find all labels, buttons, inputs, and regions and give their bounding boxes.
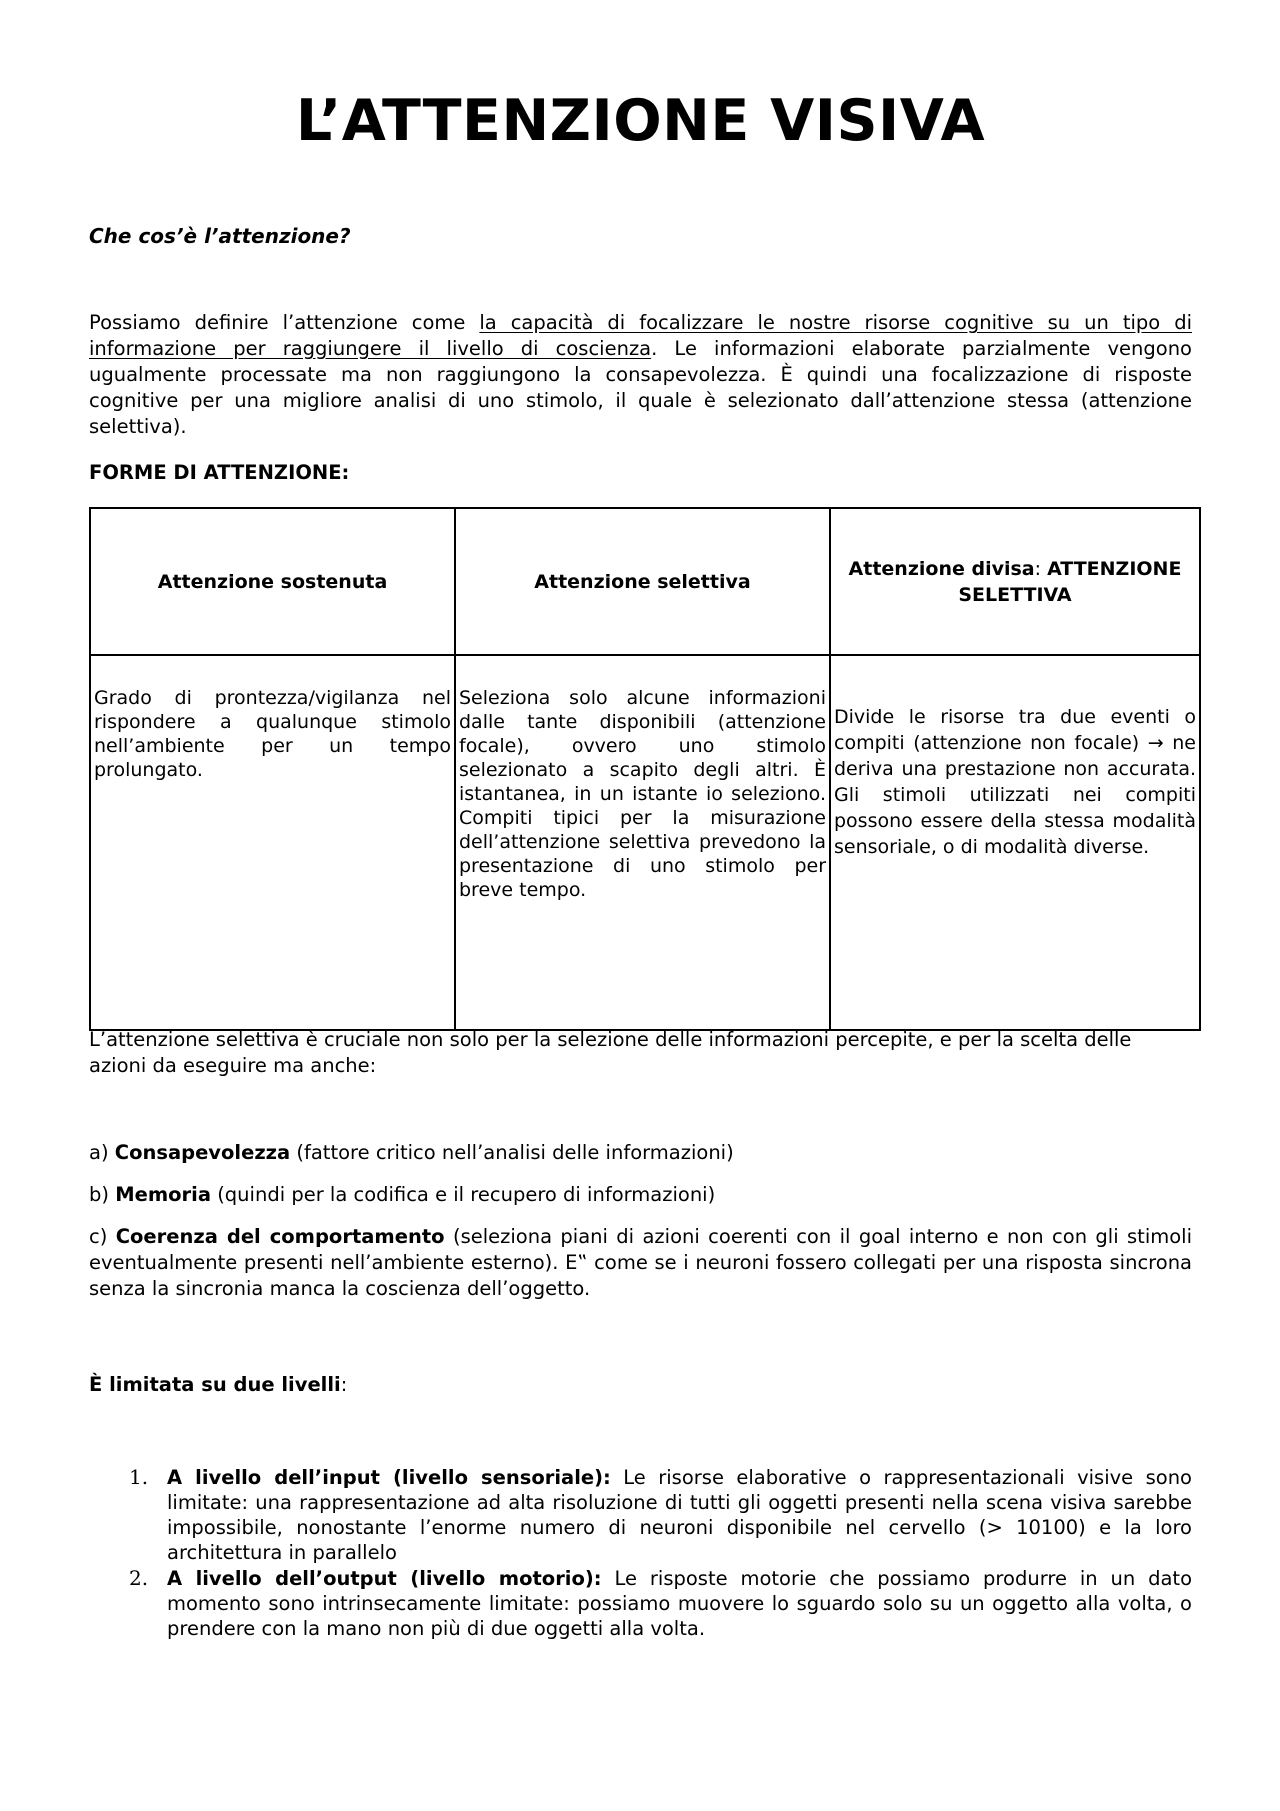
table-header-row xyxy=(90,508,1200,655)
header-divided-colon: : xyxy=(1034,557,1048,580)
header-selective: Attenzione selettiva xyxy=(455,508,830,655)
cell-divided: Divide le risorse tra due eventi o compiti (attenzione non focale) → ne deriva una prestazione non accurata. Gli stimoli utilizzati nei compiti possono essere della stessa modalità sensoriale, o di modalità diverse. xyxy=(830,655,1200,1030)
header-divided-rest: ATTENZIONE SELETTIVA xyxy=(958,557,1182,606)
attention-forms-table xyxy=(89,507,1201,1031)
item-term: Consapevolezza xyxy=(114,1141,291,1164)
list-item: c) Coerenza del comportamento (seleziona piani di azioni coerenti con il goal interno e non con gli stimoli eventualmente presenti nell’ambiente esterno). E‟ come se i neuroni fossero collegati per una risposta sincrona senza la sincronia manca la coscienza dell’oggetto. xyxy=(89,1225,1193,1300)
table-row xyxy=(90,655,1200,1030)
list-marker: 2. xyxy=(129,1566,149,1590)
header-sustained: Attenzione sostenuta xyxy=(90,508,455,655)
header-divided xyxy=(830,508,1200,655)
item-term: Coerenza del comportamento xyxy=(115,1225,445,1248)
cell-selective: Seleziona solo alcune informazioni dalle tante disponibili (attenzione focale), ovvero uno stimolo selezionato a scapito degli altri. È istantanea, in un istante io seleziono. Compiti tipici per la misurazione dell’attenzione selettiva prevedono la presentazione di uno stimolo per breve tempo. xyxy=(455,655,830,1030)
after-table-paragraph: L’attenzione selettiva è cruciale non solo per la selezione delle informazioni percepite, e per la scelta delle azioni da eseguire ma anche: xyxy=(89,1028,1132,1077)
page-title: L’ATTENZIONE VISIVA xyxy=(295,88,986,154)
level-term: A livello dell’input (livello sensoriale): xyxy=(167,1466,611,1489)
header-divided-bold: Attenzione divisa xyxy=(848,557,1035,580)
numbered-item-input: 1. A livello dell’input (livello sensoriale): Le risorse elaborative o rappresentazionali visive sono limitate: una rappresentazione ad alta risoluzione di tutti gli oggetti presenti nella scena visiva sarebbe impossibile, nonostante l’enorme numero di neuroni disponibile nel cervello (> 10100) e la loro architettura in parallelo xyxy=(129,1465,1192,1564)
cell-sustained: Grado di prontezza/vigilanza nel rispondere a qualunque stimolo nell’ambiente per un tempo prolungato. xyxy=(90,655,455,1030)
intro-post: . Le informazioni elaborate parzialmente vengono ugualmente processate ma non raggiungono la consapevolezza. È quindi una focalizzazione di risposte cognitive per una migliore analisi di uno stimolo, il quale è selezionato dall’attenzione stessa (attenzione selettiva). xyxy=(89,337,1192,438)
level-term: A livello dell’output (livello motorio): xyxy=(167,1567,602,1590)
intro-paragraph xyxy=(89,310,1192,440)
limits-heading: È limitata su due livelli: xyxy=(89,1373,348,1396)
list-item: a) Consapevolezza (fattore critico nell’analisi delle informazioni) xyxy=(89,1141,734,1164)
numbered-item-output: 2. A livello dell’output (livello motorio): Le risposte motorie che possiamo produrre in un dato momento sono intrinsecamente limitate: possiamo muovere lo sguardo solo su un oggetto alla volta, o prendere con la mano non più di due oggetti alla volta. xyxy=(129,1566,1192,1640)
intro-definition: la capacità di focalizzare le nostre risorse cognitive su un tipo di informazione per raggiungere il livello di coscienza xyxy=(89,311,1192,360)
item-term: Memoria xyxy=(115,1183,211,1206)
list-item: b) Memoria (quindi per la codifica e il recupero di informazioni) xyxy=(89,1183,716,1206)
forms-heading: FORME DI ATTENZIONE: xyxy=(89,461,350,484)
intro-pre: Possiamo definire l’attenzione come xyxy=(89,311,480,334)
section-question: Che cos’è l’attenzione? xyxy=(89,224,351,248)
list-marker: 1. xyxy=(129,1465,149,1489)
